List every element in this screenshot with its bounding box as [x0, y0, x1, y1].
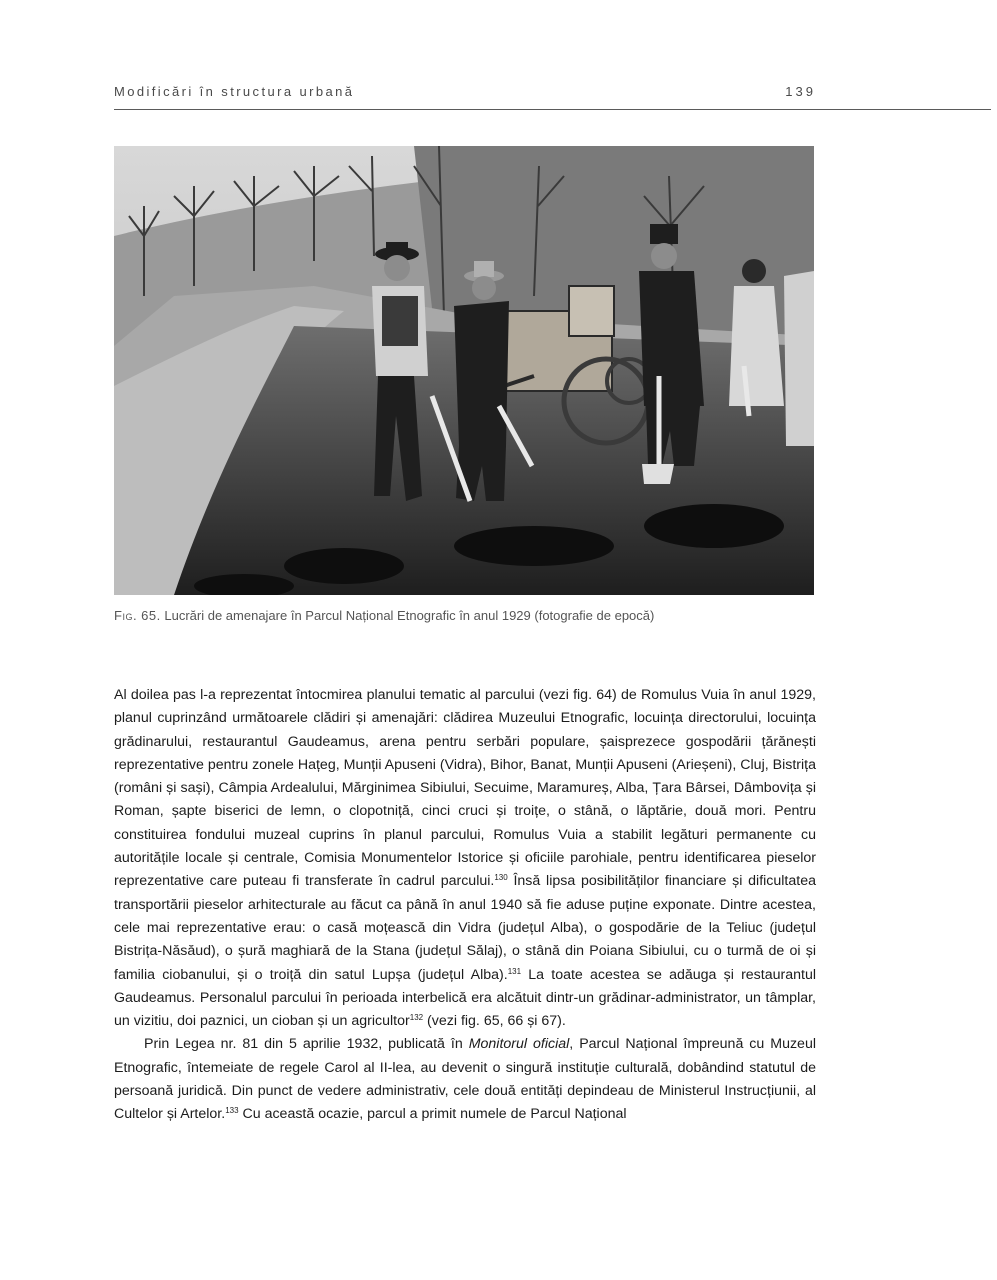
historic-photograph — [114, 146, 814, 595]
page-number: 139 — [785, 84, 816, 99]
body-text — [114, 684, 816, 1127]
text-run: Prin Legea nr. 81 din 5 aprilie 1932, publicată în — [144, 1036, 469, 1053]
footnote-ref: 131 — [507, 966, 522, 976]
italic-title: Monitorul oficial — [468, 1036, 570, 1053]
text-run: Al doilea pas l-a reprezentat întocmirea planului tematic al parcului (vezi fig. 64) de Romulus Vuia în anul 1929, planul cuprinzând următoarele clădiri și amenajări: clădirea Muzeului Etnografic, locuința directorului, locuința grădinarului, restaurantul Gaudeamus, arena pentru serbări populare, șaisprezece gospodării țărănești reprezentative pentru zonele Hațeg, Munții Apuseni (Vidra), Bihor, Banat, Munții Apuseni (Arieșeni), Cluj, Bistrița (români și sași), Câmpia Ardealului, Mărginimea Sibiului, Secuime, Maramureș, Alba, Țara Bârsei, Dâmbovița și Roman, șapte biserici de lemn, o clopotniță, cinci cruci și troițe, o stână, o lăptărie, două mori. Pentru constituirea fondului muzeal cuprins în planul parcului, Romulus Vuia a stabilit legături permanente cu autoritățile locale și centrale, Comisia Monumentelor Istorice și oficiile parohiale, pentru identificarea pieselor reprezentative care puteau fi transferate în cadrul parcului. — [114, 687, 816, 890]
figure-label: Fig. 65. — [114, 608, 161, 623]
text-run: Cu această ocazie, parcul a primit numele de Parcul Național — [238, 1106, 627, 1123]
running-title: Modificări în structura urbană — [114, 84, 355, 99]
text-run: Însă lipsa posibilităților financiare și dificultatea transportării pieselor arhitecturale au făcut ca până în anul 1940 să fie aduse puține exponate. Dintre acestea, cele mai reprezentative erau: o casă moțească din Vidra (județul Alba), o gospodărie de la Teliuc (județul Bistrița-Năsăud), o șură maghiară de la Stana (județul Sălaj), o stână din Poiana Sibiului, cu o turmă de oi și familia ciobanului, și o troiță din satul Lupșa (județul Alba). — [114, 873, 816, 983]
figure-caption-text: Lucrări de amenajare în Parcul Național Etnografic în anul 1929 (fotografie de epocă) — [164, 608, 655, 623]
header-rule — [114, 109, 991, 110]
running-head — [114, 84, 816, 99]
text-run: , Parcul Național împreună cu Muzeul Etnografic, întemeiate de regele Carol al II-lea, au devenit o singură instituție culturală, dobândind statutul de persoană juridică. Din punct de vedere administrativ, cele două entități depindeau de Ministerul Instrucțiunii, al Cultelor și Artelor. — [114, 1036, 816, 1123]
footnote-ref: 130 — [494, 873, 508, 883]
figure-caption — [114, 608, 816, 623]
paragraph — [114, 1033, 816, 1126]
text-run: La toate acestea se adăuga și restaurantul Gaudeamus. Personalul parcului în perioada interbelică era alcătuit dintr-un grădinar-administrator, un tâmplar, un vizitiu, doi paznici, un cioban și un agricultor — [114, 966, 816, 1030]
footnote-ref: 132 — [409, 1013, 424, 1023]
footnote-ref: 133 — [225, 1106, 239, 1116]
text-run: (vezi fig. 65, 66 și 67). — [423, 1013, 566, 1030]
paragraph — [114, 684, 816, 1033]
